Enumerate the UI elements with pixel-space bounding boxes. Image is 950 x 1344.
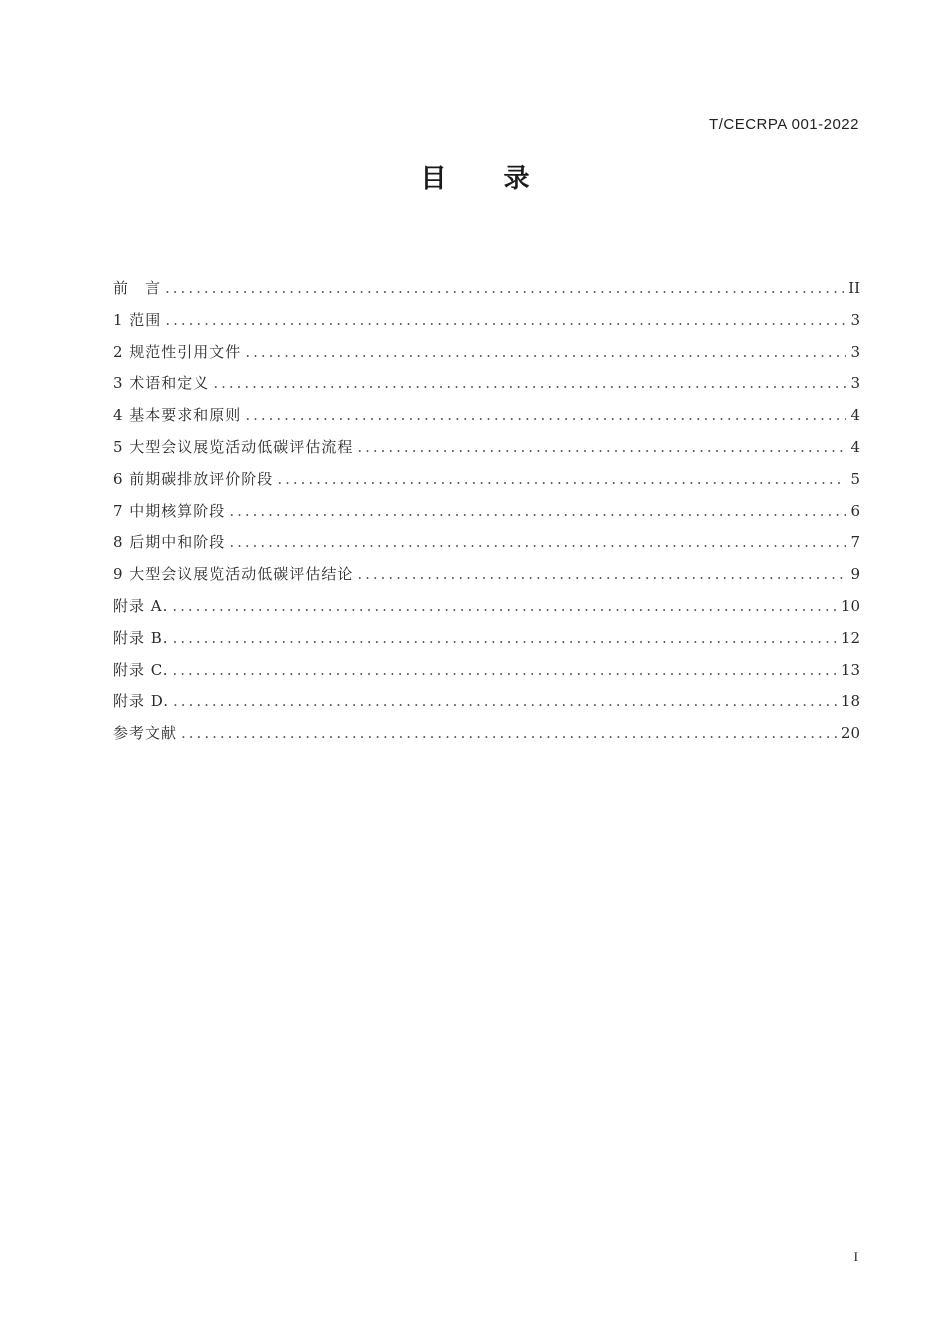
- toc-entry-references[interactable]: [113, 722, 860, 754]
- toc-leader-dots: [229, 502, 846, 520]
- toc-entry-page: 18: [840, 692, 860, 711]
- table-of-contents: [113, 277, 860, 754]
- toc-entry-label: 附录 B.: [113, 628, 169, 647]
- toc-entry-page: 9: [850, 565, 860, 584]
- toc-entry-appendix-c[interactable]: [113, 659, 860, 691]
- toc-entry-page: 3: [850, 310, 860, 329]
- toc-entry-middle-stage[interactable]: [113, 500, 860, 532]
- toc-entry-appendix-a[interactable]: [113, 595, 860, 627]
- toc-entry-appendix-b[interactable]: [113, 627, 860, 659]
- toc-leader-dots: [357, 565, 846, 583]
- toc-leader-dots: [213, 374, 846, 392]
- toc-entry-label: 8 后期中和阶段: [113, 533, 226, 552]
- toc-entry-early-stage[interactable]: [113, 468, 860, 500]
- toc-entry-page: 3: [850, 374, 860, 393]
- toc-entry-page: 6: [850, 501, 860, 520]
- toc-entry-label: 9 大型会议展览活动低碳评估结论: [113, 565, 354, 584]
- toc-entry-appendix-d[interactable]: [113, 690, 860, 722]
- toc-entry-page: 4: [850, 437, 860, 456]
- toc-entry-label: 附录 C.: [113, 660, 169, 679]
- toc-entry-label: 7 中期核算阶段: [113, 501, 226, 520]
- toc-entry-label: 5 大型会议展览活动低碳评估流程: [113, 437, 354, 456]
- toc-entry-label: 3 术语和定义: [113, 374, 210, 393]
- toc-entry-scope[interactable]: [113, 309, 860, 341]
- toc-leader-dots: [357, 438, 846, 456]
- toc-leader-dots: [229, 533, 846, 551]
- toc-leader-dots: [277, 470, 846, 488]
- toc-leader-dots: [172, 597, 837, 615]
- toc-leader-dots: [245, 343, 846, 361]
- toc-entry-page: 13: [840, 660, 860, 679]
- toc-entry-assessment-conclusion[interactable]: [113, 563, 860, 595]
- toc-entry-label: 1 范围: [113, 310, 162, 329]
- toc-entry-terms-definitions[interactable]: [113, 372, 860, 404]
- toc-entry-label: 2 规范性引用文件: [113, 342, 242, 361]
- document-code: T/CECRPA 001-2022: [709, 116, 859, 133]
- toc-entry-basic-requirements[interactable]: [113, 404, 860, 436]
- toc-leader-dots: [172, 661, 836, 679]
- toc-entry-page: 7: [850, 533, 860, 552]
- toc-entry-label: 附录 A.: [113, 596, 169, 615]
- toc-entry-label: 参考文献: [113, 724, 178, 743]
- toc-entry-page: 20: [840, 724, 860, 743]
- toc-entry-page: 5: [850, 469, 860, 488]
- toc-entry-page: 3: [850, 342, 860, 361]
- toc-entry-foreword[interactable]: [113, 277, 860, 309]
- toc-leader-dots: [165, 279, 844, 297]
- toc-leader-dots: [173, 629, 837, 647]
- toc-entry-label: 4 基本要求和原则: [113, 406, 242, 425]
- toc-entry-assessment-process[interactable]: [113, 436, 860, 468]
- toc-entry-page: II: [848, 279, 860, 297]
- toc-leader-dots: [165, 311, 846, 329]
- toc-leader-dots: [173, 692, 837, 710]
- toc-entry-normative-references[interactable]: [113, 341, 860, 373]
- toc-entry-late-stage[interactable]: [113, 531, 860, 563]
- toc-entry-page: 10: [840, 596, 860, 615]
- page-number: I: [853, 1249, 858, 1264]
- toc-entry-page: 4: [850, 406, 860, 425]
- toc-entry-page: 12: [840, 628, 860, 647]
- toc-leader-dots: [245, 406, 846, 424]
- page-title: 目 录: [420, 164, 554, 194]
- toc-entry-label: 前 言: [113, 279, 162, 297]
- toc-entry-label: 6 前期碳排放评价阶段: [113, 469, 274, 488]
- toc-leader-dots: [181, 724, 837, 742]
- toc-entry-label: 附录 D.: [113, 692, 170, 711]
